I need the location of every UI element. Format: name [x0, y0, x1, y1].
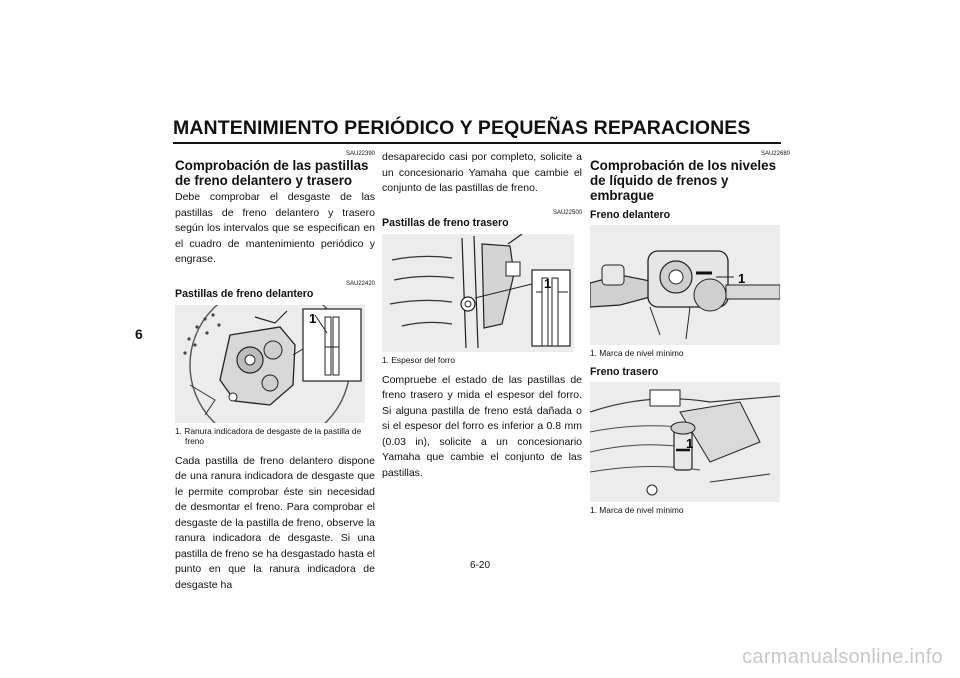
column-1 [175, 150, 375, 593]
body-paragraph: Compruebe el estado de las pastillas de freno trasero y mida el espesor del forro. Si alguna pastilla de freno está dañada o si el espesor del forro es inferior a 0.8 mm (0.03 in), solicite a un concesionario Yamaha que cambie el conjunto de las pastillas. [382, 373, 582, 479]
section-code: SAU22680 [760, 151, 790, 157]
rear-caliper-illustration [382, 234, 574, 352]
page-title: MANTENIMIENTO PERIÓDICO Y PEQUEÑAS REPARACIONES [173, 117, 751, 139]
subheading-front-pads: Pastillas de freno delantero [175, 287, 314, 300]
intro-paragraph: Debe comprobar el desgaste de las pastillas de freno delantero y trasero según los intervalos que se especifican en el cuadro de mantenimiento periódico y engrase. [175, 191, 375, 265]
chapter-number: 6 [135, 326, 143, 342]
section-heading: Comprobación de las pastillas de freno delantero y trasero [175, 158, 369, 188]
column-3 [590, 150, 790, 523]
body-paragraph: Cada pastilla de freno delantero dispone de una ranura indicadora de desgaste que le permite comprobar éste sin necesidad de desmontar el freno. Para comprobar el desgaste de la pastilla de freno, observe la ranura indicadora de desgaste. Si una pastilla de freno se ha desgastado hasta el punto en que la ranura indicadora de desgaste ha [175, 454, 375, 591]
figure-caption: 1. Marca de nivel mínimo [590, 348, 684, 358]
figure-caption: 1. Espesor del forro [382, 354, 456, 365]
front-pad-figure [175, 305, 365, 423]
section-heading: Comprobación de los niveles de líquido de frenos y embrague [590, 158, 777, 203]
figure-caption: 1. Ranura indicadora de desgaste de la pastilla de freno [175, 425, 362, 446]
figure-callout: 1 [544, 275, 552, 291]
figure-callout: 1 [686, 436, 694, 451]
watermark: carmanualsonline.info [742, 646, 943, 668]
rear-pad-figure [382, 234, 574, 352]
section-code: SAU22500 [552, 209, 582, 216]
front-reservoir-figure [590, 225, 780, 345]
front-caliper-illustration [175, 305, 365, 423]
figure-callout: 1 [738, 271, 746, 286]
front-reservoir-illustration [590, 225, 780, 345]
rear-reservoir-illustration [590, 382, 780, 502]
subheading-rear-brake: Freno trasero [590, 366, 659, 378]
column-2 [382, 150, 582, 481]
figure-callout: 1 [309, 310, 317, 326]
subheading-front-brake: Freno delantero [590, 209, 671, 221]
figure-caption: 1. Marca de nivel mínimo [590, 505, 684, 515]
title-rule [173, 142, 781, 144]
subheading-rear-pads: Pastillas de freno trasero [382, 216, 509, 229]
section-code: SAU22390 [345, 151, 375, 157]
continued-paragraph: desaparecido casi por completo, solicite a un concesionario Yamaha que cambie el conjunto de las pastillas de freno. [382, 151, 582, 194]
page-number: 6-20 [469, 560, 490, 571]
section-code: SAU22420 [345, 280, 375, 287]
rear-reservoir-figure [590, 382, 780, 502]
